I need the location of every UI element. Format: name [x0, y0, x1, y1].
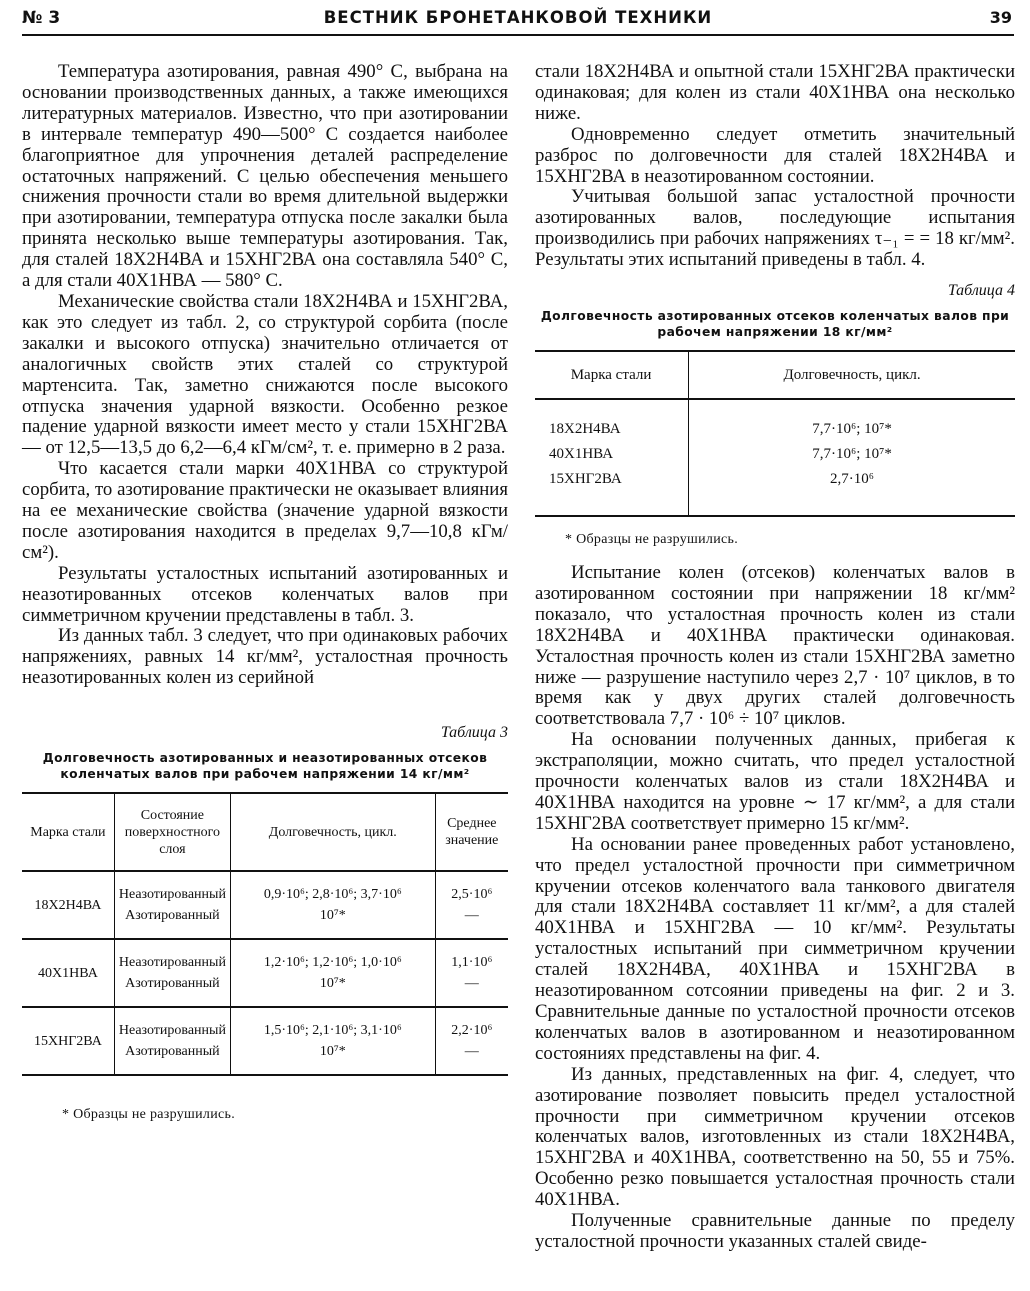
durability-values: 10⁷* — [230, 973, 435, 1007]
table3-header-state: Состояние поверхностного слоя — [114, 793, 230, 871]
table4 — [535, 350, 1015, 517]
left-column — [22, 62, 508, 1124]
mean-value: 2,2·10⁶ — [451, 1023, 493, 1039]
paragraph: На основании ранее проведенных работ установлено, что предел усталостной прочности при симметричном кручении отсеков коленчатого вала танкового двигателя для стали 18Х2Н4ВА составляет 11 кг/мм², а для сталей 40Х1НВА и 15ХНГ2ВА — 10 кг/мм². Результаты усталостных испытаний при симметричном кручении сталей 18Х2Н4ВА, 40Х1НВА и 15ХНГ2ВА в неазотированном сотсоянии приведены на фиг. 2 и 3. Сравнительные данные по усталостной прочности отсеков коленчатых валов в азотированном и неазотированном состояниях представлены на фиг. 4. — [535, 833, 1015, 1064]
durability-values: 10⁷* — [230, 905, 435, 939]
table-row — [535, 442, 1015, 467]
surface-state: Неазотированный — [114, 939, 230, 973]
surface-state: Азотированный — [114, 905, 230, 939]
steel-grade: 40Х1НВА — [22, 939, 114, 1007]
surface-state: Неазотированный — [114, 871, 230, 905]
table4-caption: Таблица 4 — [947, 282, 1015, 300]
surface-state: Азотированный — [114, 973, 230, 1007]
table-row — [22, 871, 508, 905]
table3 — [22, 792, 508, 1076]
durability-value: 2,7·10⁶ — [830, 470, 875, 487]
durability-value: 7,7·10⁶; 10⁷* — [812, 420, 892, 437]
table4-title: Долговечность азотированных отсеков коленчатых валов при рабочем напряжении 18 кг/мм² — [540, 308, 1010, 339]
table3-caption: Таблица 3 — [440, 724, 508, 742]
paragraph: Температура азотирования, равная 490° С, выбрана на основании производственных данных, а также имеющихся литературных материалов. Известно, что при азотировании в интервале температур 490—500° С создается наиболее благоприятное для упрочнения деталей распределение остаточных напряжений. С целью обеспечения меньшего снижения прочности стали во время длительной выдержки при азотировании, температура отпуска после закалки была принята несколько выше температуры азотирования. Так, для сталей 18Х2Н4ВА и 15ХНГ2ВА она составляла 540° С, а для стали 40Х1НВА — 580° С. — [22, 61, 508, 292]
paragraph: стали 18Х2Н4ВА и опытной стали 15ХНГ2ВА практически одинаковая; для колен из стали 40Х1НВА она несколько ниже. — [535, 61, 1015, 124]
paragraph: Из данных, представленных на фиг. 4, следует, что азотирование позволяет повысить предел усталостной прочности при симметричном кручении отсеков коленчатых валов, изготовленных из стали 18Х2Н4ВА, 15ХНГ2ВА и 40Х1НВА, соответственно на 50, 55 и 75%. Особенно резко повышается усталостная прочность стали 40Х1НВА. — [535, 1063, 1015, 1211]
table3-header-steel: Марка стали — [22, 793, 114, 871]
steel-grade: 18Х2Н4ВА — [22, 871, 114, 939]
mean-value: — — [464, 976, 479, 992]
surface-state: Азотированный — [114, 1041, 230, 1075]
table-row — [22, 939, 508, 973]
table4-footnote: * Образцы не разрушились. — [565, 531, 738, 547]
table-row — [22, 1007, 508, 1041]
paragraph: Одновременно следует отметить значительный разброс по долговечности для сталей 18Х2Н4ВА и 15ХНГ2ВА в неазотированном состоянии. — [535, 123, 1015, 187]
paragraph: Учитывая большой запас усталостной прочности азотированных валов, последующие испытания производились при рабочих напряжениях τ₋₁ = = 18 кг/мм². Результаты этих испытаний приведены в табл. 4. — [535, 186, 1015, 271]
paragraph: Из данных табл. 3 следует, что при одинаковых рабочих напряжениях, равных 14 кг/мм², усталостная прочность неазотированных колен из серийной — [22, 625, 508, 689]
table4-header-steel: Марка стали — [535, 351, 689, 399]
paragraph: Полученные сравнительные данные по пределу усталостной прочности указанных сталей свиде- — [535, 1210, 1015, 1252]
surface-state: Неазотированный — [114, 1007, 230, 1041]
table4-header-durability: Долговечность, цикл. — [689, 351, 1015, 399]
table3-header-mean: Среднее значение — [445, 816, 499, 849]
right-column — [535, 62, 1015, 1253]
steel-grade: 18Х2Н4ВА — [535, 399, 689, 442]
paragraph: Результаты усталостных испытаний азотированных и неазотированных отсеков коленчатых валов при симметричном кручении представлены в табл. 3. — [22, 562, 508, 626]
durability-values: 1,2·10⁶; 1,2·10⁶; 1,0·10⁶ — [230, 939, 435, 973]
page-number: 39 — [989, 8, 1012, 27]
steel-grade: 40Х1НВА — [535, 442, 689, 467]
paragraph: Механические свойства стали 18Х2Н4ВА и 15ХНГ2ВА, как это следует из табл. 2, со структурой сорбита (после закалки и высокого отпуска) значительно отличается от аналогичных свойств этих сталей со структурой мартенсита. Так, заметно снижаются после высокого отпуска значения ударной вязкости. Особенно резкое падение ударной вязкости имеет место у стали 15ХНГ2ВА — от 12,5—13,5 до 6,2—6,4 кГм/см², т. е. примерно в 2 раза. — [22, 290, 508, 459]
durability-values: 10⁷* — [230, 1041, 435, 1075]
paragraph: На основании полученных данных, прибегая к экстраполяции, можно считать, что предел усталостной прочности коленчатых валов из стали 18Х2Н4ВА и 40Х1НВА находится на уровне ∼ 17 кг/мм², а для стали 15ХНГ2ВА соответствует примерно 15 кг/мм². — [535, 729, 1015, 834]
mean-value: 2,5·10⁶ — [451, 887, 493, 903]
paragraph: Испытание колен (отсеков) коленчатых валов в азотированном состоянии при напряжении 18 кг/мм² показало, что усталостная прочность колен из стали 18Х2Н4ВА и 40Х1НВА практически одинаковая. Усталостная прочность колен из стали 15ХНГ2ВА заметно ниже — разрушение наступило через 2,7 · 10⁷ циклов, в то время как у двух других сталей долговечность соответствовала 7,7 · 10⁶ ÷ 10⁷ циклов. — [535, 561, 1015, 730]
table-row — [535, 399, 1015, 442]
durability-values: 0,9·10⁶; 2,8·10⁶; 3,7·10⁶ — [230, 871, 435, 905]
journal-title: ВЕСТНИК БРОНЕТАНКОВОЙ ТЕХНИКИ — [323, 8, 713, 27]
steel-grade: 15ХНГ2ВА — [535, 467, 689, 516]
table3-header-durability: Долговечность, цикл. — [230, 793, 435, 871]
table3-footnote: * Образцы не разрушились. — [62, 1107, 235, 1123]
table3-title: Долговечность азотированных и неазотированных отсеков коленчатых валов при рабочем напряжении 14 кг/мм² — [42, 751, 488, 782]
steel-grade: 15ХНГ2ВА — [22, 1007, 114, 1075]
page-header — [22, 6, 1014, 36]
durability-values: 1,5·10⁶; 2,1·10⁶; 3,1·10⁶ — [230, 1007, 435, 1041]
issue-number: № 3 — [22, 8, 61, 28]
paragraph: Что касается стали марки 40Х1НВА со структурой сорбита, то азотирование практически не оказывает влияния на ее механические свойства (значение ударной вязкости после азотирования находится в пределах 9,7—10,8 кГм/см²). — [22, 458, 508, 563]
table-row — [535, 467, 1015, 516]
mean-value: — — [464, 908, 479, 924]
durability-value: 7,7·10⁶; 10⁷* — [812, 445, 892, 462]
mean-value: 1,1·10⁶ — [451, 955, 493, 971]
mean-value: — — [464, 1044, 479, 1060]
